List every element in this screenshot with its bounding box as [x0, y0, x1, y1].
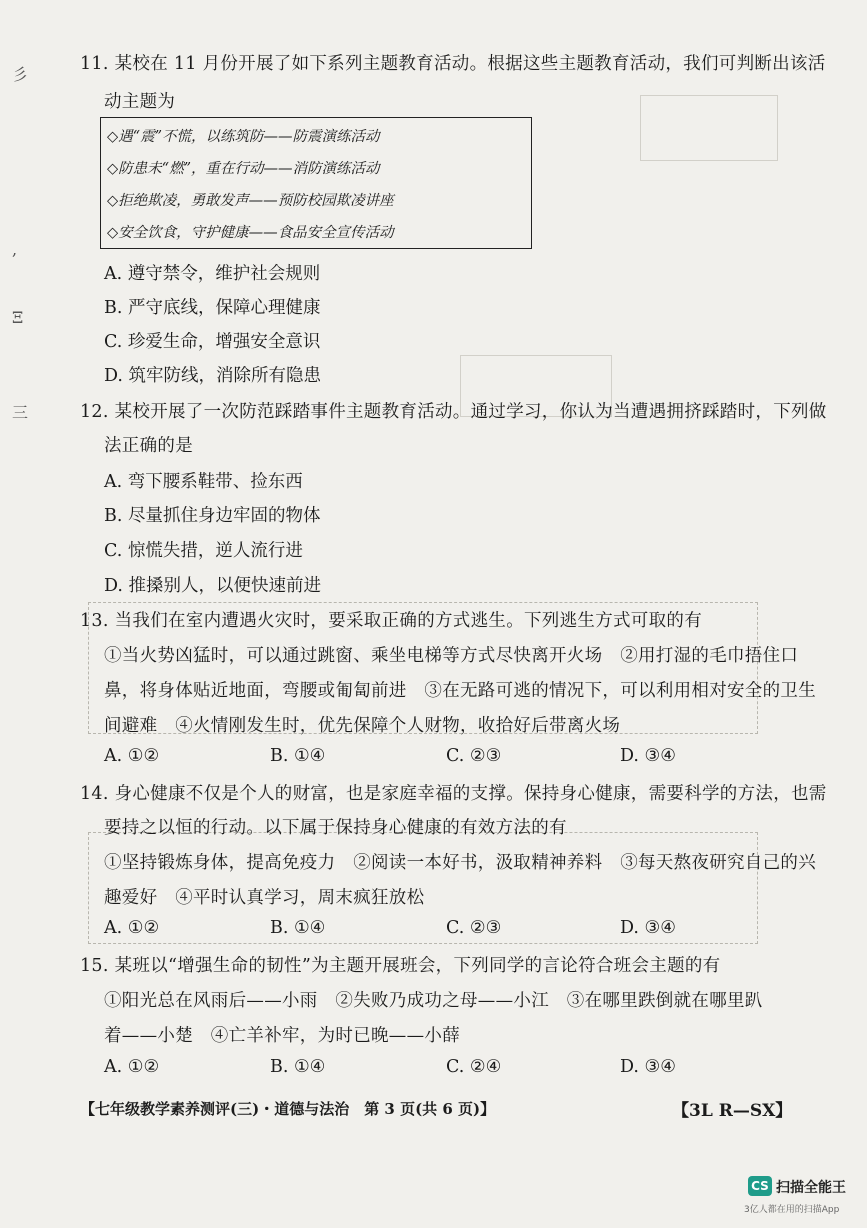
camscanner-logo-icon: CS — [748, 1176, 772, 1196]
binding-mark: , — [12, 240, 18, 259]
q14-option-c: C. ②③ — [446, 918, 502, 938]
q13-option-b: B. ①④ — [270, 746, 326, 766]
q11-activity-item: ◇防患未“燃”，重在行动——消防演练活动 — [107, 161, 380, 177]
q11-activity-item: ◇遇“震”不慌，以练筑防——防震演练活动 — [107, 129, 380, 145]
q15-option-b: B. ①④ — [270, 1057, 326, 1077]
q11-option-c: C. 珍爱生命，增强安全意识 — [104, 332, 321, 352]
q11-stem-line-2: 动主题为 — [104, 92, 176, 112]
q13-option-c: C. ②③ — [446, 746, 502, 766]
q14-stem-line-3: ①坚持锻炼身体，提高免疫力 ②阅读一本好书，汲取精神养料 ③每天熬夜研究自己的兴 — [104, 853, 816, 873]
q15-option-d: D. ③④ — [620, 1057, 676, 1077]
binding-mark: 三 — [12, 403, 29, 422]
q12-option-b: B. 尽量抓住身边牢固的物体 — [104, 506, 321, 526]
q11-option-d: D. 筑牢防线，消除所有隐患 — [104, 366, 322, 386]
q11-activity-item: ◇安全饮食，守护健康——食品安全宣传活动 — [107, 225, 394, 241]
q15-stem-line-3: 着——小楚 ④亡羊补牢，为时已晚——小薛 — [104, 1026, 460, 1046]
q14-stem-line-1: 14. 身心健康不仅是个人的财富，也是家庭幸福的支撑。保持身心健康，需要科学的方法，也需 — [80, 784, 827, 804]
paper-code: 【3L R—SX】 — [672, 1101, 793, 1121]
q11-activity-item: ◇拒绝欺凌，勇敢发声——预防校园欺凌讲座 — [107, 193, 394, 209]
q15-option-c: C. ②④ — [446, 1057, 502, 1077]
q13-option-d: D. ③④ — [620, 746, 676, 766]
q14-option-a: A. ①② — [104, 918, 160, 938]
binding-mark: Ξ — [12, 308, 24, 327]
q12-option-a: A. 弯下腰系鞋带、捡东西 — [104, 472, 303, 492]
binding-mark: 彡 — [12, 65, 29, 84]
page-footer: 【七年级教学素养测评(三)・道德与法治 第 3 页(共 6 页)】 — [80, 1100, 496, 1118]
q14-option-d: D. ③④ — [620, 918, 676, 938]
scanner-tagline: 3亿人都在用的扫描App — [744, 1205, 840, 1215]
q15-stem-line-1: 15. 某班以“增强生命的韧性”为主题开展班会，下列同学的言论符合班会主题的有 — [80, 956, 721, 976]
q12-option-d: D. 推搡别人，以便快速前进 — [104, 576, 322, 596]
q12-option-c: C. 惊慌失措，逆人流行进 — [104, 541, 303, 561]
q11-option-b: B. 严守底线，保障心理健康 — [104, 298, 321, 318]
q13-option-a: A. ①② — [104, 746, 160, 766]
q13-stem-line-3: 鼻，将身体贴近地面，弯腰或匍匐前进 ③在无路可逃的情况下，可以利用相对安全的卫生 — [104, 681, 816, 701]
q15-option-a: A. ①② — [104, 1057, 160, 1077]
bleed-through-table — [640, 95, 778, 161]
q13-stem-line-1: 13. 当我们在室内遭遇火灾时，要采取正确的方式逃生。下列逃生方式可取的有 — [80, 611, 702, 631]
q13-stem-line-4: 间避难 ④火情刚发生时，优先保障个人财物，收拾好后带离火场 — [104, 716, 621, 736]
q14-stem-line-4: 趣爱好 ④平时认真学习，周末疯狂放松 — [104, 888, 425, 908]
q12-stem-line-2: 法正确的是 — [104, 436, 193, 456]
q15-stem-line-2: ①阳光总在风雨后——小雨 ②失败乃成功之母——小江 ③在哪里跌倒就在哪里趴 — [104, 991, 763, 1011]
q14-stem-line-2: 要持之以恒的行动。以下属于保持身心健康的有效方法的有 — [104, 818, 567, 838]
q11-activity-box — [100, 117, 532, 249]
q11-stem-line-1: 11. 某校在 11 月份开展了如下系列主题教育活动。根据这些主题教育活动，我们可判断出该活 — [80, 54, 826, 74]
q13-stem-line-2: ①当火势凶猛时，可以通过跳窗、乘坐电梯等方式尽快离开火场 ②用打湿的毛巾捂住口 — [104, 646, 799, 666]
q12-stem-line-1: 12. 某校开展了一次防范踩踏事件主题教育活动。通过学习，你认为当遭遇拥挤踩踏时，下列做 — [80, 402, 827, 422]
q11-option-a: A. 遵守禁令，维护社会规则 — [104, 264, 321, 284]
scanner-app-name: 扫描全能王 — [776, 1180, 846, 1196]
q14-option-b: B. ①④ — [270, 918, 326, 938]
